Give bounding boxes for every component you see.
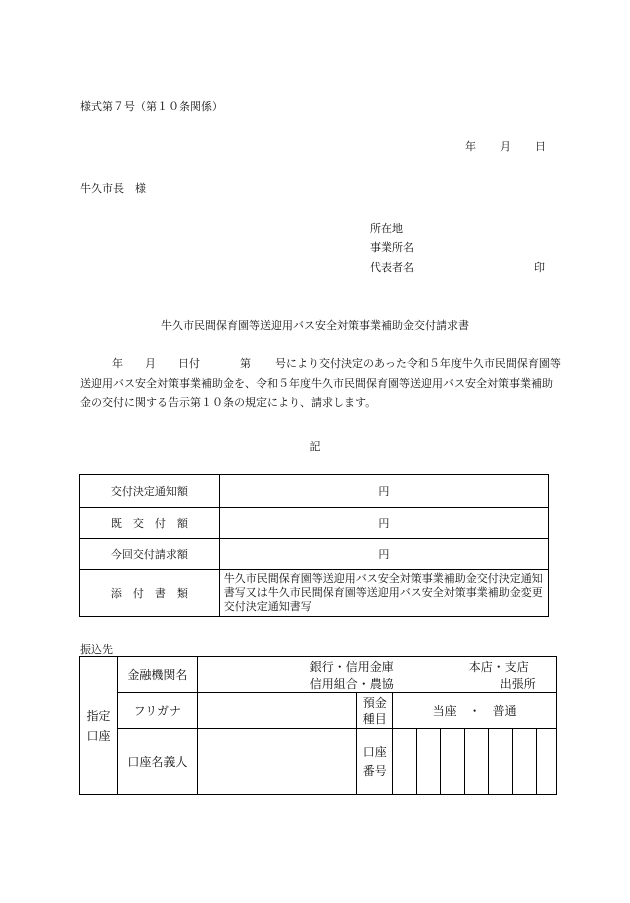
table-row <box>80 475 549 508</box>
date-year: 年 <box>465 140 476 153</box>
request-amount-value[interactable]: 円 <box>219 539 548 570</box>
account-digit-cell[interactable] <box>489 729 513 795</box>
account-label-2: 番号 <box>362 763 387 778</box>
bank-name-field[interactable] <box>197 657 556 693</box>
bank-label: 金融機関名 <box>117 657 197 693</box>
address-label: 所在地 <box>370 222 403 235</box>
account-digit-cell[interactable] <box>513 729 537 795</box>
side-label-1: 指定 <box>86 708 111 723</box>
furigana-label: フリガナ <box>117 693 197 729</box>
furigana-field[interactable] <box>197 693 357 729</box>
table-row <box>80 539 549 570</box>
table-row <box>80 729 557 795</box>
decided-amount-label: 交付決定通知額 <box>80 475 220 508</box>
bank-option-2: 信用組合・農協 <box>309 677 394 691</box>
designated-account-label <box>80 657 118 795</box>
date-line <box>465 138 546 154</box>
body-month: 月 <box>145 357 156 370</box>
account-digit-cell[interactable] <box>417 729 441 795</box>
amount-table <box>79 474 549 617</box>
account-number-label <box>357 729 393 795</box>
branch-option-1: 本店・支店 <box>468 660 529 674</box>
form-number: 様式第７号（第１０条関係） <box>80 100 223 113</box>
deposit-type-options[interactable]: 当座 ・ 普通 <box>393 693 557 729</box>
decided-amount-value[interactable]: 円 <box>219 475 548 508</box>
body-dated: 日付 <box>178 357 200 370</box>
ki-heading: 記 <box>309 440 321 453</box>
office-label: 事業所名 <box>370 241 414 254</box>
request-amount-label: 今回交付請求額 <box>80 539 220 570</box>
attachments-value: 牛久市民間保育園等送迎用バス安全対策事業補助金交付決定通知書写又は牛久市民間保育園等送迎用バス安全対策事業補助金変更交付決定通知書写 <box>219 570 548 617</box>
seal-mark: 印 <box>534 261 545 274</box>
document-title: 牛久市民間保育園等送迎用バス安全対策事業補助金交付請求書 <box>161 319 469 332</box>
addressee: 牛久市長 様 <box>80 182 146 195</box>
date-day: 日 <box>535 140 546 153</box>
bank-account-table <box>79 656 557 795</box>
paid-amount-value[interactable]: 円 <box>219 508 548 539</box>
table-row <box>80 693 557 729</box>
table-row <box>80 657 557 693</box>
deposit-type-label <box>357 693 393 729</box>
attachments-label: 添 付 書 類 <box>80 570 220 617</box>
body-year: 年 <box>112 357 123 370</box>
account-digit-cell[interactable] <box>536 729 556 795</box>
body-paragraph <box>80 354 562 413</box>
account-label-1: 口座 <box>362 744 387 759</box>
body-text: 号により交付決定のあった令和５年度牛久市民間保育園等送迎用バス安全対策事業補助金を、令和５年度牛久市民間保育園等送迎用バス安全対策事業補助金の交付に関する告示第１０条の規定により、請求します。 <box>80 357 561 409</box>
side-label-2: 口座 <box>86 728 111 743</box>
account-digit-cell[interactable] <box>465 729 489 795</box>
deposit-label-1: 預金 <box>362 695 387 710</box>
branch-option-2: 出張所 <box>499 677 536 691</box>
account-digit-cell[interactable] <box>441 729 465 795</box>
bank-option-1: 銀行・信用金庫 <box>309 660 394 674</box>
table-row <box>80 570 549 617</box>
representative-label: 代表者名 <box>370 261 414 274</box>
account-digit-cell[interactable] <box>393 729 417 795</box>
date-month: 月 <box>500 140 511 153</box>
table-row <box>80 508 549 539</box>
body-number-prefix: 第 <box>240 357 251 370</box>
transfer-heading: 振込先 <box>80 643 113 656</box>
deposit-label-2: 種目 <box>362 711 387 726</box>
account-holder-label: 口座名義人 <box>117 729 197 795</box>
account-holder-field[interactable] <box>197 729 357 795</box>
paid-amount-label: 既 交 付 額 <box>80 508 220 539</box>
